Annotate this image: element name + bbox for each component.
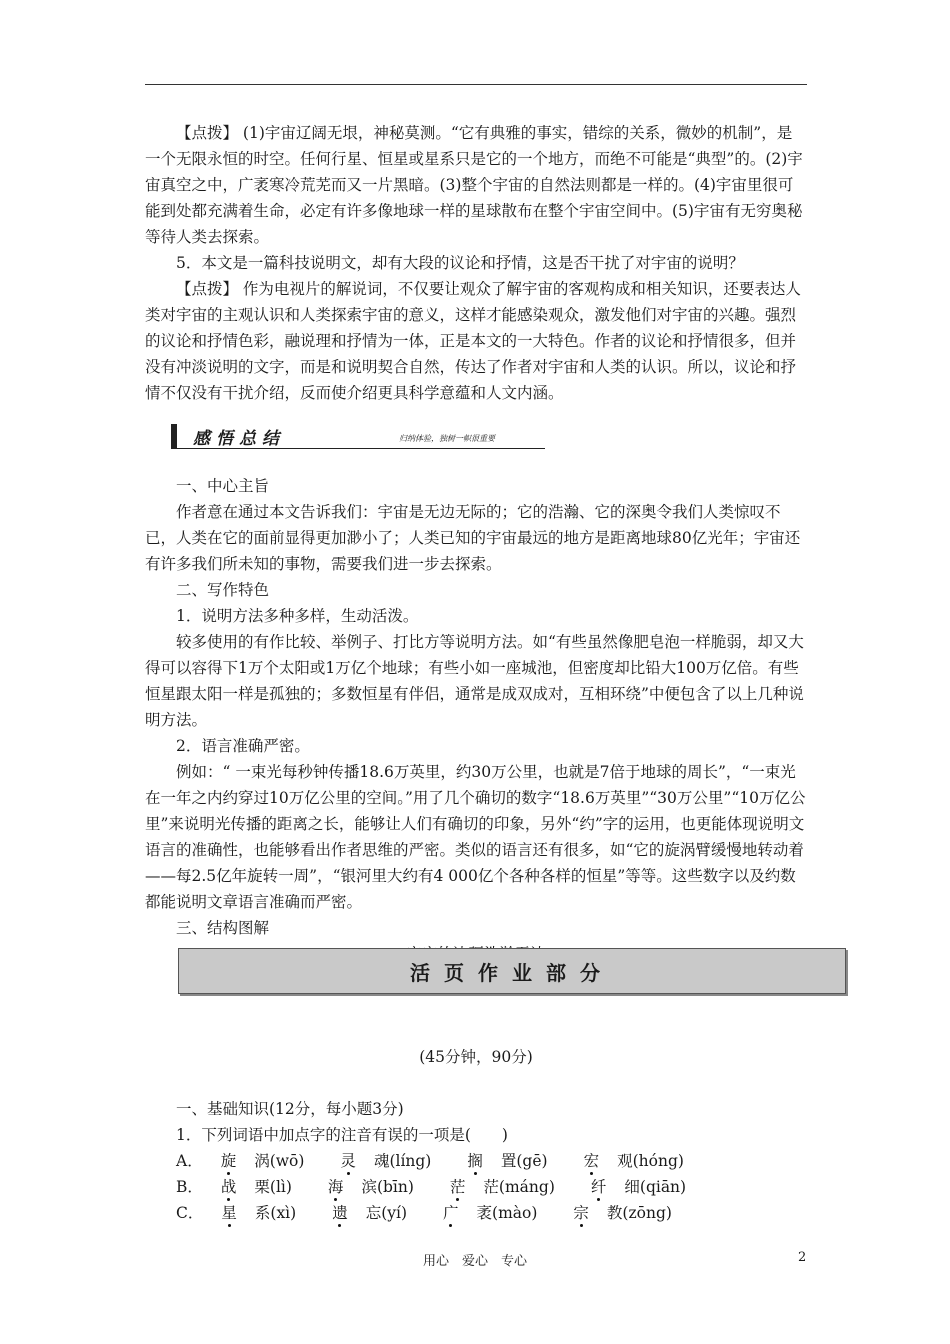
question-5: 5．本文是一篇科技说明文，却有大段的议论和抒情，这是否干扰了对宇宙的说明？ bbox=[176, 254, 744, 272]
section-basic-knowledge: 一、基础知识(12分，每小题3分) bbox=[176, 1100, 404, 1118]
header-rule bbox=[145, 84, 807, 85]
word-rest: 教(zōng) bbox=[606, 1204, 672, 1222]
word-rest: 系(xì) bbox=[254, 1204, 297, 1222]
word-rest: 置(gē) bbox=[500, 1152, 548, 1170]
dotted-char: 灵 bbox=[340, 1152, 356, 1170]
summary-section bbox=[145, 473, 807, 967]
feature-2-text: 例如：“ 一束光每秒钟传播18.6万英里，约30万公里，也就是7倍于地球的周长”，“一束光在一年之内约穿过10万亿公里的空间。”用了几个确切的数字“18.6万英里”“30万公里”“10万亿公里”来说明光传播的距离之长，能够让人们有确切的印象，另外“约”字的运用，也更能体现说明文语言的准确性，也能够看出作者思维的严密。类似的语言还有很多，如“它的旋涡臂缓慢地转动着——每2.5亿年旋转一周”，“银河里大约有4 000亿个各种各样的恒星”等等。这些数字以及约数都能说明文章语言准确而严密。 bbox=[145, 763, 806, 911]
question-1: 1．下列词语中加点字的注音有误的一项是( ) bbox=[176, 1126, 508, 1144]
heading-main-idea: 一、中心主旨 bbox=[176, 477, 270, 495]
word-rest: 滨(bīn) bbox=[361, 1178, 414, 1196]
word-rest: 魂(líng) bbox=[373, 1152, 432, 1170]
summary-subtitle: 归纳体验，独树一帜很重要 bbox=[399, 434, 495, 443]
dotted-char: 搁 bbox=[467, 1152, 483, 1170]
option-label: B． bbox=[176, 1178, 203, 1196]
dotted-char: 遗 bbox=[332, 1204, 348, 1222]
dotted-char: 旋 bbox=[220, 1152, 237, 1170]
dotted-char: 茫 bbox=[449, 1178, 466, 1196]
homework-banner: 活页作业部分 bbox=[178, 948, 846, 994]
main-idea-text: 作者意在通过本文告诉我们：宇宙是无边无际的；它的浩瀚、它的深奥令我们人类惊叹不已，人类在它的面前显得更加渺小了；人类已知的宇宙最远的地方是距离地球80亿光年；宇宙还有许多我们所未知的事物，需要我们进一步去探索。 bbox=[145, 503, 801, 573]
heading-writing-features: 二、写作特色 bbox=[176, 581, 270, 599]
feature-1-text: 较多使用的有作比较、举例子、打比方等说明方法。如“有些虽然像肥皂泡一样脆弱，却又大得可以容得下1万个太阳或1万亿个地球；有些小如一座城池，但密度却比铅大100万亿倍。有些恒星跟太阳一样是孤独的；多数恒星有伴侣，通常是成双成对，互相环绕”中便包含了以上几种说明方法。 bbox=[145, 633, 804, 729]
option-c bbox=[145, 1200, 807, 1226]
word-rest: 涡(wō) bbox=[254, 1152, 305, 1170]
banner-underline bbox=[171, 448, 545, 449]
hint-paragraph-2: 【点拨】 作为电视片的解说词，不仅要让观众了解宇宙的客观构成和相关知识，还要表达人类对宇宙的主观认识和人类探索宇宙的意义，这样才能感染观众，激发他们对宇宙的兴趣。强烈的议论和抒情色彩，融说理和抒情为一体，正是本文的一大特色。作者的议论和抒情很多，但并没有冲淡说明的文字，而是和说明契合自然，传达了作者对宇宙和人类的认识。所以，议论和抒情不仅没有干扰介绍，反而使介绍更具科学意蕴和人文内涵。 bbox=[145, 280, 801, 402]
word-rest: 细(qiān) bbox=[624, 1178, 687, 1196]
feature-2-title: 2．语言准确严密。 bbox=[176, 737, 310, 755]
summary-banner bbox=[171, 424, 545, 450]
word-rest: 袤(mào) bbox=[476, 1204, 538, 1222]
dotted-char: 宗 bbox=[573, 1204, 589, 1222]
feature-1-title: 1．说明方法多种多样，生动活泼。 bbox=[176, 607, 419, 625]
dotted-char: 战 bbox=[220, 1178, 237, 1196]
page-number: 2 bbox=[798, 1250, 807, 1265]
option-b bbox=[145, 1174, 807, 1200]
questions-section bbox=[145, 1096, 807, 1226]
time-score: (45分钟，90分) bbox=[419, 1048, 533, 1066]
dotted-char: 广 bbox=[443, 1204, 459, 1222]
analysis-section bbox=[145, 120, 807, 406]
dotted-char: 星 bbox=[221, 1204, 237, 1222]
option-a bbox=[145, 1148, 807, 1174]
dotted-char: 宏 bbox=[583, 1152, 600, 1170]
word-rest: 栗(lì) bbox=[254, 1178, 292, 1196]
homework-section bbox=[145, 1044, 807, 1070]
banner-bar bbox=[171, 424, 177, 448]
option-label: C． bbox=[176, 1204, 204, 1222]
word-rest: 观(hóng) bbox=[617, 1152, 684, 1170]
dotted-char: 海 bbox=[327, 1178, 344, 1196]
hint-paragraph-1: 【点拨】 (1)宇宙辽阔无垠，神秘莫测。“它有典雅的事实，错综的关系，微妙的机制”，是一个无限永恒的时空。任何行星、恒星或星系只是它的一个地方，而绝不可能是“典型”的。(2)宇宙真空之中，广袤寒冷荒芜而又一片黑暗。(3)整个宇宙的自然法则都是一样的。(4)宇宙里很可能到处都充满着生命，必定有许多像地球一样的星球散布在整个宇宙空间中。(5)宇宙有无穷奥秘等待人类去探索。 bbox=[145, 124, 803, 246]
word-rest: 茫(máng) bbox=[483, 1178, 555, 1196]
option-label: A． bbox=[176, 1152, 203, 1170]
footer-motto: 用心 爱心 专心 bbox=[422, 1254, 527, 1269]
dotted-char: 纤 bbox=[590, 1178, 607, 1196]
word-rest: 忘(yí) bbox=[365, 1204, 408, 1222]
heading-structure: 三、结构图解 bbox=[176, 919, 270, 937]
summary-title: 感悟总结 bbox=[193, 429, 285, 449]
